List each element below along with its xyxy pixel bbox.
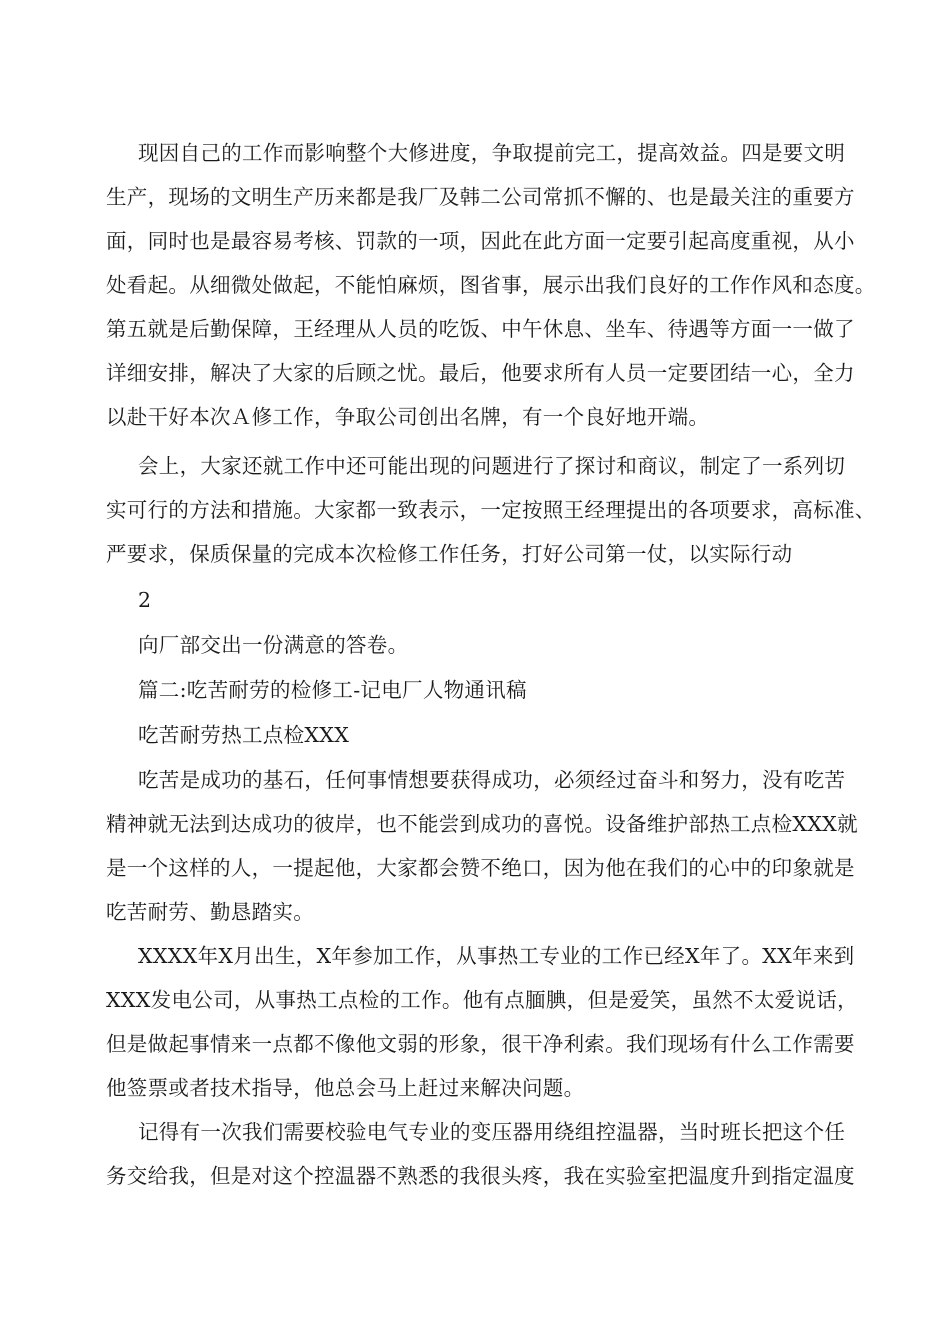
- paragraph-line: 以赴干好本次Ａ修工作，争取公司创出名牌，有一个良好地开端。: [106, 405, 710, 429]
- paragraph-line: 现因自己的工作而影响整个大修进度，争取提前完工，提高效益。四是要文明: [138, 141, 846, 165]
- paragraph-line: 严要求，保质保量的完成本次检修工作任务，打好公司第一仗，以实际行动: [106, 542, 793, 566]
- page-number: 2: [138, 588, 152, 612]
- paragraph-line: 生产，现场的文明生产历来都是我厂及韩二公司常抓不懈的、也是最关注的重要方: [106, 185, 855, 209]
- paragraph-line: 实可行的方法和措施。大家都一致表示，一定按照王经理提出的各项要求，高标准、: [106, 498, 876, 522]
- paragraph-line: XXXX年X月出生，X年参加工作，从事热工专业的工作已经X年了。XX年来到: [138, 944, 855, 968]
- paragraph-line: 但是做起事情来一点都不像他文弱的形象，很干净利索。我们现场有什么工作需要: [106, 1032, 855, 1056]
- paragraph-line: 面，同时也是最容易考核、罚款的一项，因此在此方面一定要引起高度重视，从小: [106, 229, 855, 253]
- paragraph-line: 是一个这样的人，一提起他，大家都会赞不绝口，因为他在我们的心中的印象就是: [106, 856, 855, 880]
- section-heading: 篇二:吃苦耐劳的检修工-记电厂人物通讯稿: [138, 678, 527, 702]
- paragraph-line: 第五就是后勤保障，王经理从人员的吃饭、中午休息、坐车、待遇等方面一一做了: [106, 317, 855, 341]
- paragraph-line: 精神就无法到达成功的彼岸，也不能尝到成功的喜悦。设备维护部热工点检XXX就: [106, 812, 858, 836]
- paragraph-line: 会上，大家还就工作中还可能出现的问题进行了探讨和商议，制定了一系列切: [138, 454, 846, 478]
- paragraph-line: 详细安排，解决了大家的后顾之忧。最后，他要求所有人员一定要团结一心，全力: [106, 361, 855, 385]
- paragraph-line: 务交给我，但是对这个控温器不熟悉的我很头疼，我在实验室把温度升到指定温度: [106, 1164, 855, 1188]
- paragraph-line: XXX发电公司，从事热工点检的工作。他有点腼腆，但是爱笑，虽然不太爱说话，: [106, 988, 858, 1012]
- paragraph-line: 吃苦耐劳、勤恳踏实。: [106, 900, 314, 924]
- paragraph-line: 他签票或者技术指导，他总会马上赶过来解决问题。: [106, 1076, 585, 1100]
- paragraph-line: 向厂部交出一份满意的答卷。: [138, 633, 409, 657]
- article-title: 吃苦耐劳热工点检XXX: [138, 723, 350, 747]
- paragraph-line: 吃苦是成功的基石，任何事情想要获得成功，必须经过奋斗和努力，没有吃苦: [138, 768, 846, 792]
- paragraph-line: 处看起。从细微处做起，不能怕麻烦，图省事，展示出我们良好的工作作风和态度。: [106, 273, 876, 297]
- paragraph-line: 记得有一次我们需要校验电气专业的变压器用绕组控温器，当时班长把这个任: [138, 1120, 846, 1144]
